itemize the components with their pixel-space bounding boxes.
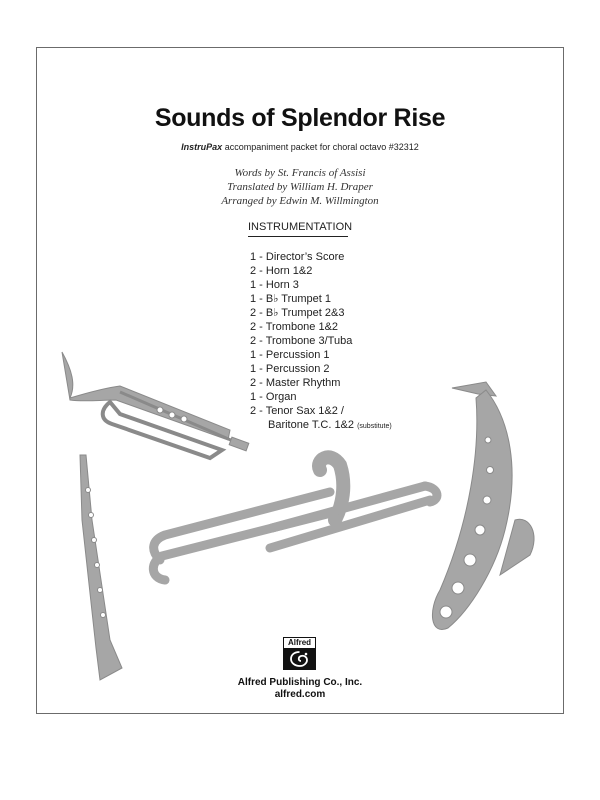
publisher-block <box>0 677 600 701</box>
list-item: 1 - Organ <box>250 391 297 403</box>
music-clef-icon <box>288 650 311 668</box>
list-item: 2 - Horn 1&2 <box>250 265 313 277</box>
page-title: Sounds of Splendor Rise <box>154 104 446 132</box>
list-item: 2 - Trombone 3/Tuba <box>250 335 353 347</box>
subtitle <box>0 142 600 152</box>
brand-name: InstruPax <box>181 142 223 152</box>
saxophone-icon <box>432 382 534 629</box>
credit-words: Words by St. Francis of Assisi <box>234 167 366 179</box>
list-item: 2 - B♭ Trumpet 2&3 <box>250 307 345 319</box>
trombone-icon <box>153 457 437 580</box>
list-item-text: Baritone T.C. 1&2 <box>268 419 355 431</box>
instrumentation-heading: INSTRUMENTATION <box>248 221 348 237</box>
credit-translated: Translated by William H. Draper <box>227 181 373 193</box>
alfred-logo <box>283 637 316 670</box>
substitute-note: (substitute) <box>357 423 392 430</box>
credits <box>0 166 600 208</box>
list-item: 1 - Horn 3 <box>250 279 299 291</box>
list-item: 1 - Percussion 1 <box>250 349 330 361</box>
credit-arranged: Arranged by Edwin M. Willmington <box>221 195 379 207</box>
list-item: 2 - Tenor Sax 1&2 / <box>250 405 344 417</box>
list-item: 2 - Trombone 1&2 <box>250 321 339 333</box>
list-item: 1 - Percussion 2 <box>250 363 330 375</box>
publisher-site: alfred.com <box>274 689 326 700</box>
trumpet-icon <box>62 352 249 458</box>
subtitle-text: accompaniment packet for choral octavo #32312 <box>222 142 419 152</box>
logo-label: Alfred <box>284 638 315 648</box>
instrumentation-list <box>250 250 392 432</box>
list-item-continuation <box>250 418 392 432</box>
list-item: 2 - Master Rhythm <box>250 377 341 389</box>
publisher-name: Alfred Publishing Co., Inc. <box>237 677 363 688</box>
list-item: 1 - Director’s Score <box>250 251 345 263</box>
list-item: 1 - B♭ Trumpet 1 <box>250 293 331 305</box>
clarinet-icon <box>80 455 122 680</box>
